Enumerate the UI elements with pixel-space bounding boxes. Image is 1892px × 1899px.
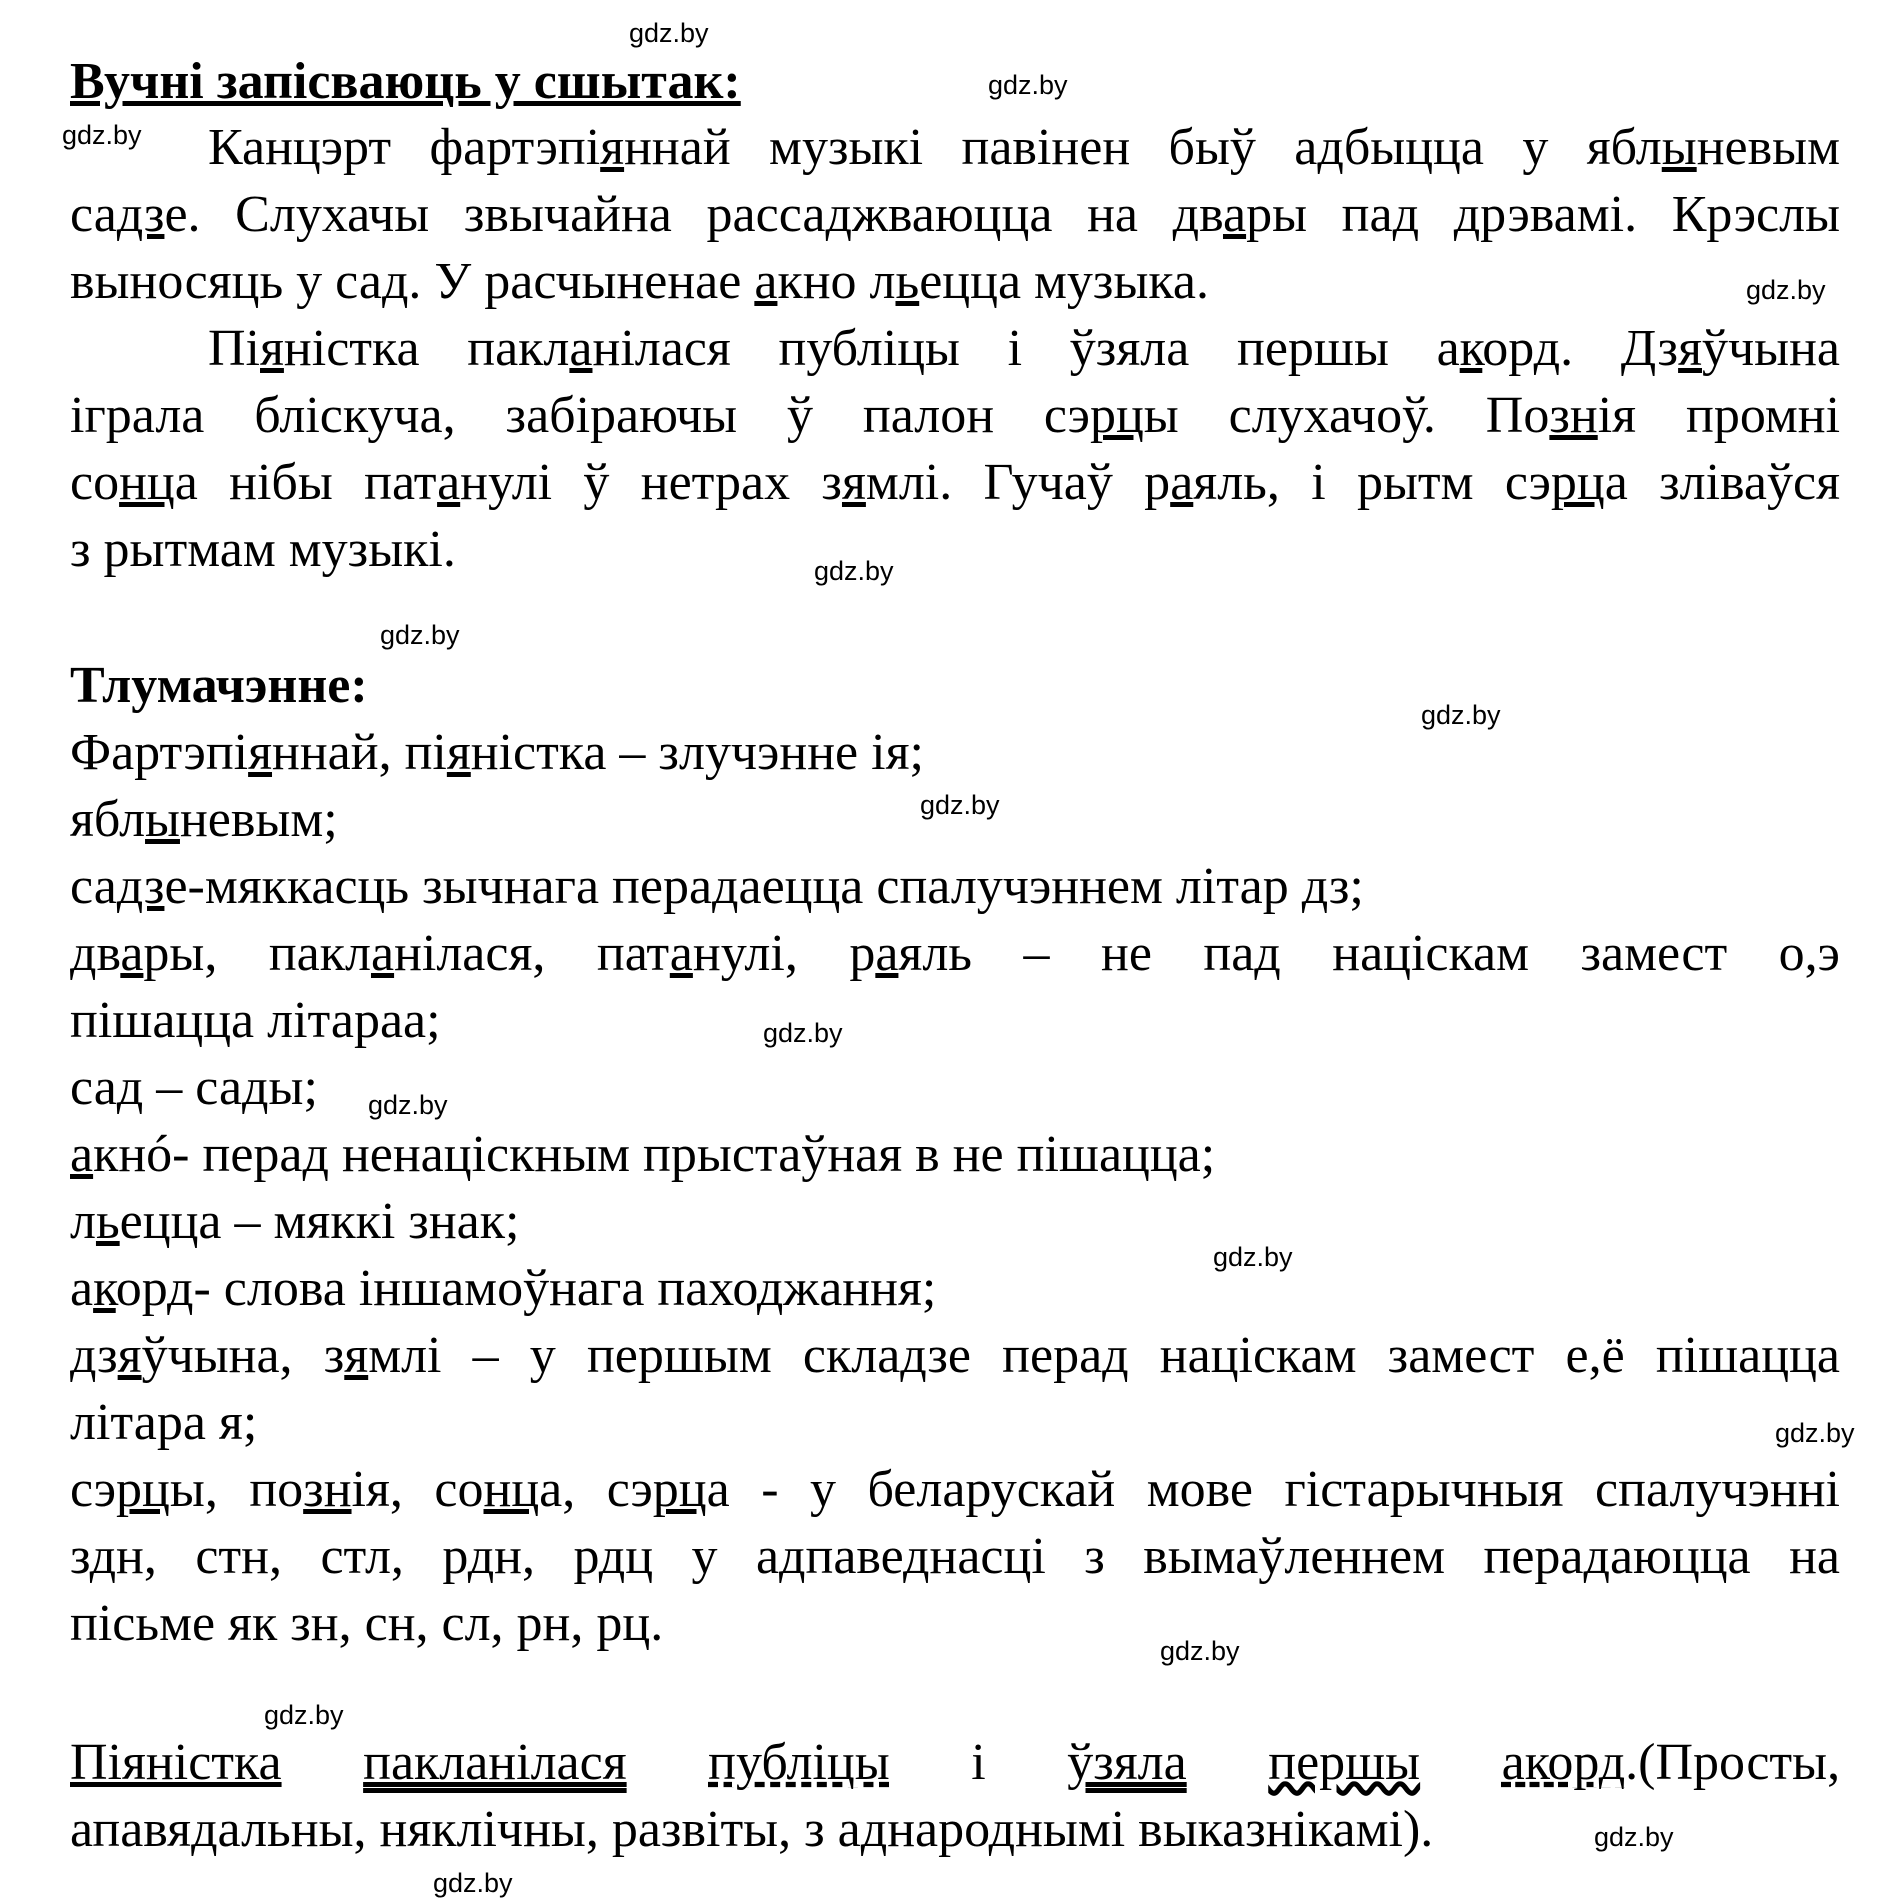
watermark: gdz.by xyxy=(264,1700,344,1730)
watermark: gdz.by xyxy=(1213,1242,1293,1272)
watermark: gdz.by xyxy=(1160,1636,1240,1666)
watermark: gdz.by xyxy=(629,18,709,48)
watermark: gdz.by xyxy=(988,70,1068,100)
watermark: gdz.by xyxy=(1775,1418,1855,1448)
heading-explanation: Тлумачэнне: xyxy=(70,657,368,714)
predicate: пакланілася xyxy=(363,1734,627,1791)
dictation-line: садзе. Слухачы звычайна рассаджваюцца на двары пад дрэвамі. Крэслы xyxy=(70,186,1841,243)
explanation-line: льецца – мяккі знак; xyxy=(70,1193,520,1250)
sentence-analysis-line: Піяністка пакланілася публіцы і ўзяла першы акорд.(Просты, xyxy=(70,1734,1841,1791)
watermark: gdz.by xyxy=(433,1868,513,1898)
dictation-line: сонца нібы патанулі ў нетрах зямлі. Гучаў раяль, і рытм сэрца зліваўся xyxy=(70,454,1841,511)
explanation-line: здн, стн, стл, рдн, рдц у адпаведнасці з вымаўленнем перадаюцца на xyxy=(70,1528,1840,1585)
explanation-line: дзяўчына, зямлі – у першым складзе перад націскам замест е,ё пішацца xyxy=(70,1327,1840,1384)
watermark: gdz.by xyxy=(763,1018,843,1048)
conjunction: і xyxy=(971,1734,986,1791)
dictation-line: Канцэрт фартэпіяннай музыкі павінен быў адбыцца у яблыневым xyxy=(208,119,1840,176)
explanation-line: літара я; xyxy=(70,1394,258,1451)
explanation-line: садзе-мяккасць зычнага перадаецца спалучэннем літар дз; xyxy=(70,858,1364,915)
watermark: gdz.by xyxy=(920,790,1000,820)
sentence-analysis-line: апавядальны, няклічны, развіты, з аднароднымі выказнікамі). xyxy=(70,1801,1434,1858)
dictation-line: з рытмам музыкі. xyxy=(70,521,456,578)
explanation-line: двары, пакланілася, патанулі, раяль – не пад націскам замест о,э xyxy=(70,925,1840,982)
predicate: ўзяла xyxy=(1067,1734,1187,1791)
object: акорд xyxy=(1501,1734,1626,1791)
heading-pupils-write xyxy=(70,52,741,112)
watermark: gdz.by xyxy=(62,120,142,150)
explanation-line: акорд- слова іншамоўнага паходжання; xyxy=(70,1260,937,1317)
object: публіцы xyxy=(708,1734,890,1791)
watermark: gdz.by xyxy=(814,556,894,586)
explanation-line: пішацца літараа; xyxy=(70,992,441,1049)
watermark: gdz.by xyxy=(380,620,460,650)
dictation-line: Піяністка пакланілася публіцы і ўзяла першы акорд. Дзяўчына xyxy=(208,320,1840,377)
explanation-line: яблыневым; xyxy=(70,791,338,848)
watermark: gdz.by xyxy=(368,1090,448,1120)
explanation-line: пісьме як зн, сн, сл, рн, рц. xyxy=(70,1595,664,1652)
explanation-line: сэрцы, познія, сонца, сэрца - у беларускай мове гістарычныя спалучэнні xyxy=(70,1461,1840,1518)
explanation-line: сад – сады; xyxy=(70,1059,318,1116)
explanation-line: акнó- перад ненаціскным прыстаўная в не пішацца; xyxy=(70,1126,1216,1183)
watermark: gdz.by xyxy=(1594,1822,1674,1852)
watermark: gdz.by xyxy=(1421,700,1501,730)
subject: Піяністка xyxy=(70,1734,282,1791)
attribute: першы xyxy=(1268,1734,1421,1791)
explanation-line: Фартэпіяннай, піяністка – злучэнне ія; xyxy=(70,724,924,781)
heading-text: Вучні запісваюць у сшытак: xyxy=(70,53,741,110)
dictation-line: іграла бліскуча, забіраючы ў палон сэрцы слухачоў. Познія промні xyxy=(70,387,1841,444)
dictation-line: выносяць у сад. У расчыненае акно льецца музыка. xyxy=(70,253,1209,310)
watermark: gdz.by xyxy=(1746,275,1826,305)
